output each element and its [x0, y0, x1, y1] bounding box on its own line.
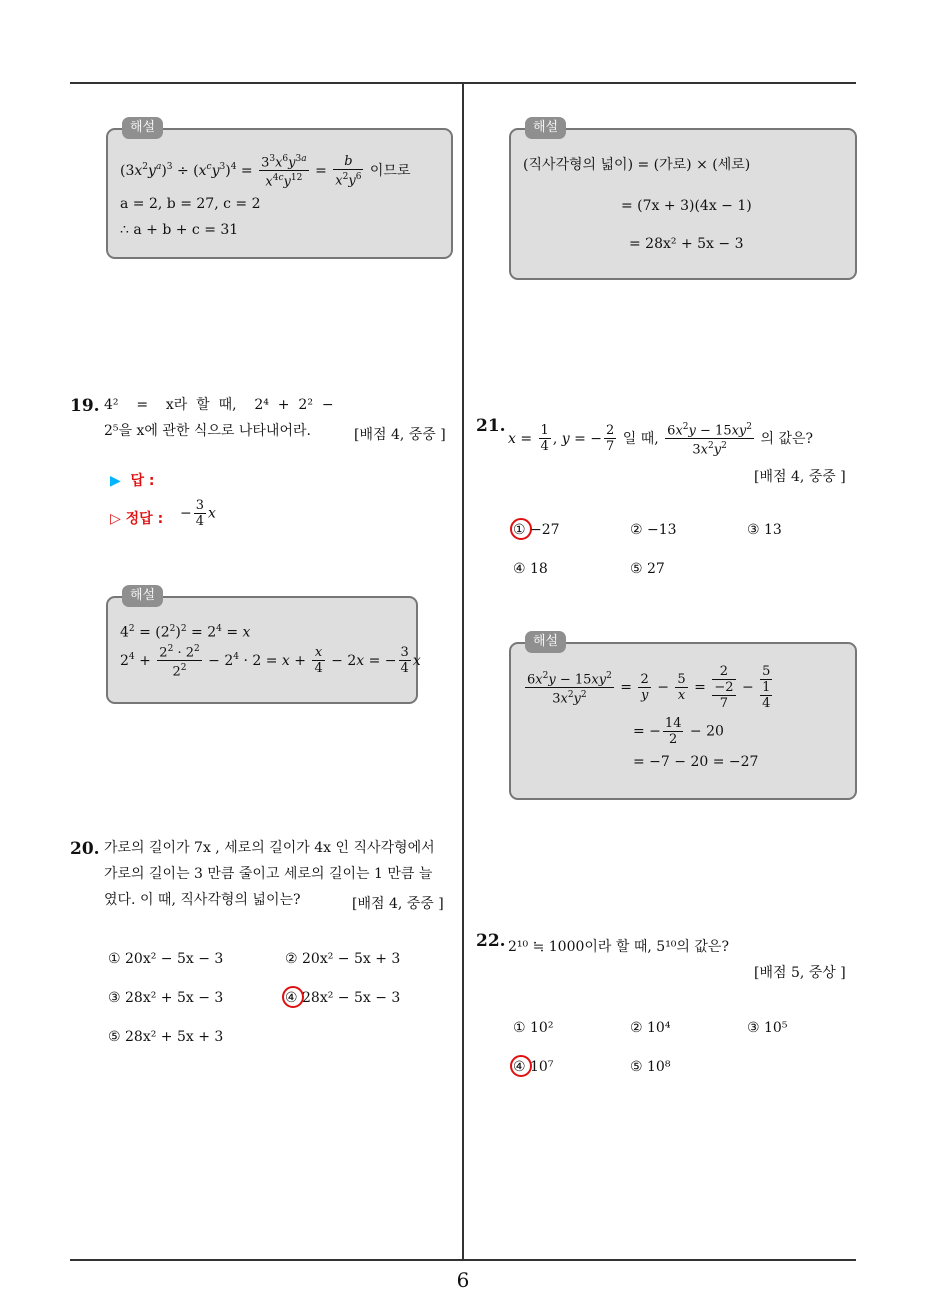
column-divider [462, 83, 464, 1259]
question-number-22: 22. [476, 931, 506, 951]
question-19-line-2: 2⁵을 x에 관한 식으로 나타내어라. [104, 423, 311, 439]
correct-answer-value: − $\frac{3}{4}$ x [180, 498, 216, 529]
question-21-meta: [배점 4, 중중 ] [754, 469, 846, 485]
bottom-rule [70, 1259, 856, 1261]
question-20-line-2: 가로의 길이는 3 만큼 줄이고 세로의 길이는 1 만큼 늘 [104, 866, 433, 882]
option-20-3[interactable]: ③ 28x² + 5x − 3 [108, 990, 224, 1006]
solution-18-tail: 이므로 [369, 162, 411, 179]
solution-21-line-1: $\frac{6x^2y - 15xy^2}{3x^2y^2}$ = $\frac{2}{y}$ − $\frac{5}{x}$ = 2 −2 7 − 5 1 4 [527, 664, 771, 711]
solution-21-line-3: = −7 − 20 = −27 [633, 754, 759, 770]
solution-tag: 해설 [525, 631, 566, 653]
option-21-1[interactable]: ① −27 [513, 522, 560, 538]
question-19-line-1: 4² = x라 할 때, 2⁴ + 2² − [104, 397, 334, 413]
solution-tag: 해설 [122, 117, 163, 139]
answer-label: ▶ 답 : [110, 473, 155, 489]
solution-tag: 해설 [122, 585, 163, 607]
option-21-3[interactable]: ③ 13 [747, 522, 782, 538]
option-21-5[interactable]: ⑤ 27 [630, 561, 665, 577]
option-22-2[interactable]: ② 10⁴ [630, 1020, 671, 1036]
question-20-meta: [배점 4, 중중 ] [352, 896, 444, 912]
question-number-20: 20. [70, 839, 100, 859]
question-number-21: 21. [476, 416, 506, 436]
option-20-2[interactable]: ② 20x² − 5x + 3 [285, 951, 401, 967]
correct-answer-label: ▷ 정답 : [110, 511, 164, 527]
solution-18-line-3: ∴ a + b + c = 31 [120, 222, 239, 238]
solution-19-line-1: $4^2 = (2^2)^2 = 2^4 = x$ [120, 624, 251, 641]
solution-20-line-1: (직사각형의 넓이) = (가로) × (세로) [523, 157, 751, 173]
option-20-1[interactable]: ① 20x² − 5x − 3 [108, 951, 224, 967]
solution-box-20 [509, 120, 857, 280]
question-22-text: 2¹⁰ ≒ 1000이라 할 때, 5¹⁰의 값은? [508, 939, 729, 955]
solution-21-line-2: = − $\frac{14}{2}$ − 20 [633, 716, 724, 747]
solution-18-line-2: a = 2, b = 27, c = 2 [120, 196, 261, 212]
question-22-meta: [배점 5, 중상 ] [754, 965, 846, 981]
solution-box-19 [106, 588, 421, 704]
question-number-19: 19. [70, 396, 100, 416]
question-19-meta: [배점 4, 중중 ] [354, 427, 446, 443]
question-21-text-mid: 일 때, [622, 430, 659, 447]
option-20-4[interactable]: ④ 28x² − 5x − 3 [285, 990, 401, 1006]
solution-box-18 [106, 120, 453, 259]
solution-20-line-3: = 28x² + 5x − 3 [629, 236, 744, 252]
solution-20-line-2: = (7x + 3)(4x − 1) [621, 198, 752, 214]
solution-19-line-2: $2^4$ + $\frac{2^2 \cdot 2^2}{2^2}$ − $2^4 \cdot 2 = x$ + $\frac{x}{4}$ − 2x = − $\frac{3}{4}$ x [120, 644, 421, 680]
page-number: 6 [456, 1268, 470, 1292]
question-21-text-end: 의 값은? [760, 430, 813, 447]
question-21-text: x = $\frac{1}{4}$ , y = − $\frac{2}{7}$ 일 때, $\frac{6x^2y - 15xy^2}{3x^2y^2}$ 의 값은? [508, 422, 813, 458]
option-21-2[interactable]: ② −13 [630, 522, 677, 538]
solution-box-21 [509, 634, 857, 800]
question-20-line-3: 였다. 이 때, 직사각형의 넓이는? [104, 892, 301, 908]
option-22-3[interactable]: ③ 10⁵ [747, 1020, 788, 1036]
option-22-5[interactable]: ⑤ 10⁸ [630, 1059, 671, 1075]
option-21-4[interactable]: ④ 18 [513, 561, 548, 577]
solution-tag: 해설 [525, 117, 566, 139]
question-20-line-1: 가로의 길이가 7x , 세로의 길이가 4x 인 직사각형에서 [104, 840, 435, 856]
option-22-1[interactable]: ① 10² [513, 1020, 554, 1036]
option-20-5[interactable]: ⑤ 28x² + 5x + 3 [108, 1029, 224, 1045]
solution-18-line-1: $(3x^2y^a)^3 \div (x^cy^3)^4$ = $\frac{3^3x^6y^{3a}}{x^{4c}y^{12}}$ = $\frac{b}{x^2y^6}$ 이므로 [120, 153, 411, 190]
option-22-4[interactable]: ④ 10⁷ [513, 1059, 554, 1075]
